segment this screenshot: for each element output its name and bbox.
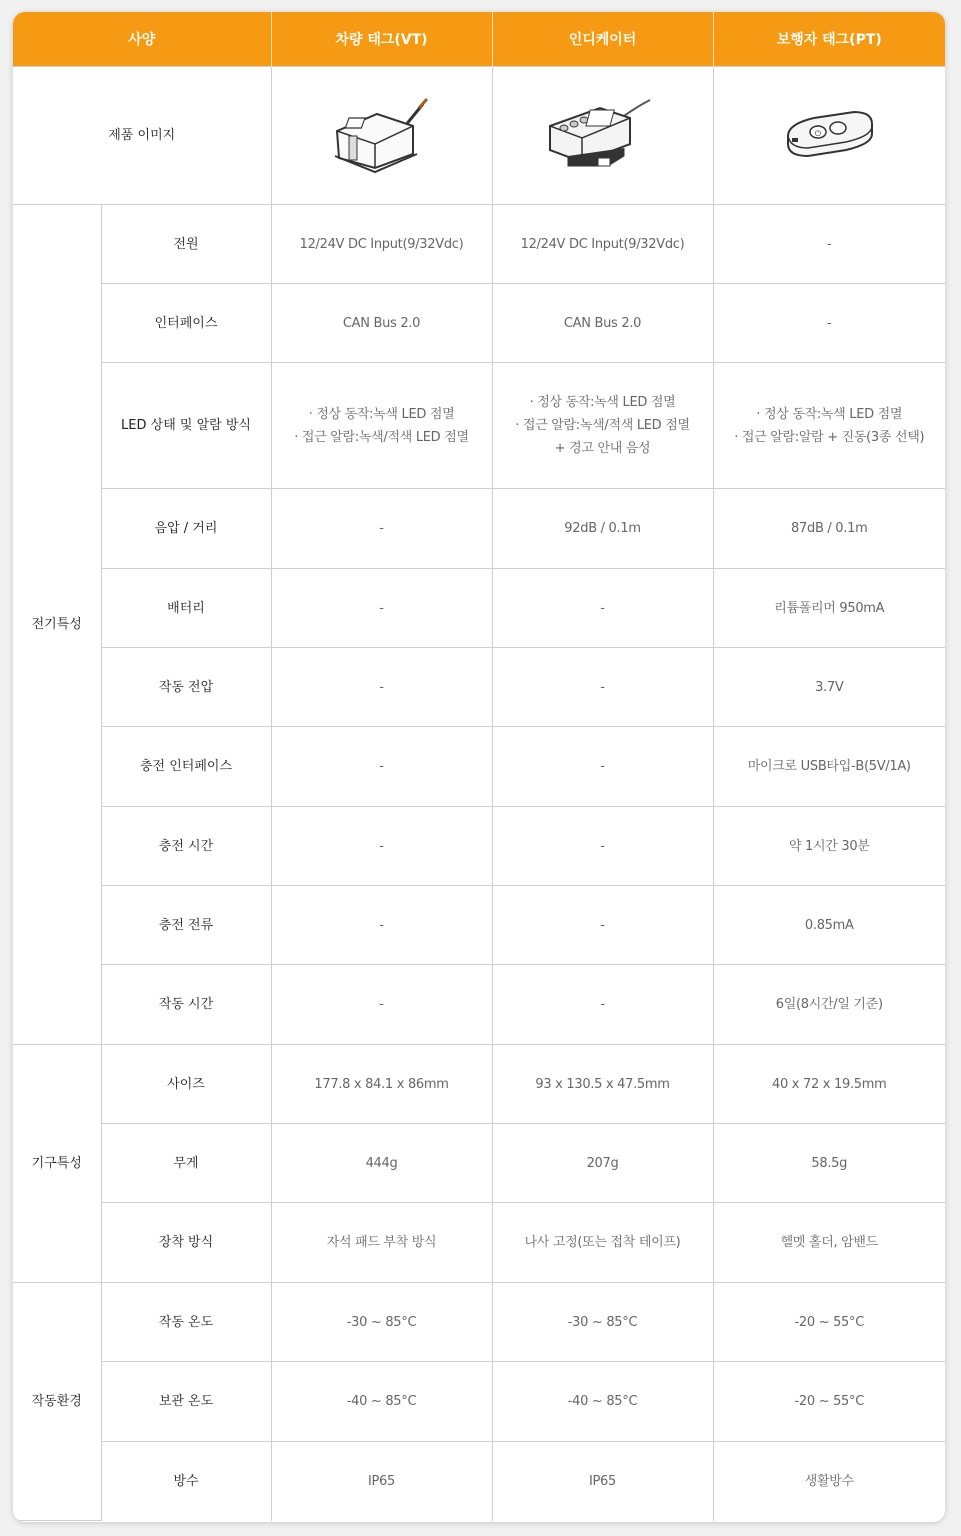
spec-table-card bbox=[13, 12, 945, 1522]
spec-value: 93 x 130.5 x 47.5mm bbox=[492, 1045, 713, 1124]
spec-value: -40 ~ 85°C bbox=[271, 1362, 492, 1442]
spec-value: -20 ~ 55°C bbox=[713, 1362, 945, 1442]
spec-label: LED 상태 및 알람 방식 bbox=[101, 363, 271, 489]
spec-value: 자석 패드 부착 방식 bbox=[271, 1203, 492, 1283]
spec-value: 3.7V bbox=[713, 648, 945, 727]
spec-value: 0.85mA bbox=[713, 886, 945, 965]
spec-value bbox=[271, 363, 492, 489]
spec-label: 충전 시간 bbox=[101, 807, 271, 886]
spec-label: 작동 전압 bbox=[101, 648, 271, 727]
spec-row bbox=[13, 1283, 945, 1362]
spec-value bbox=[492, 363, 713, 489]
spec-value: CAN Bus 2.0 bbox=[492, 284, 713, 363]
spec-row bbox=[13, 886, 945, 965]
spec-value: 6일(8시간/일 기준) bbox=[713, 965, 945, 1045]
spec-value: - bbox=[271, 489, 492, 569]
spec-value: - bbox=[492, 727, 713, 807]
spec-value: -30 ~ 85°C bbox=[492, 1283, 713, 1362]
spec-value: 약 1시간 30분 bbox=[713, 807, 945, 886]
spec-value-line: + 경고 안내 음성 bbox=[554, 441, 651, 456]
spec-value-line: · 접근 알람:녹색/적색 LED 점멸 bbox=[294, 429, 469, 445]
spec-label: 보관 온도 bbox=[101, 1362, 271, 1442]
vehicle-tag-image-cell bbox=[271, 67, 492, 205]
spec-row bbox=[13, 284, 945, 363]
spec-row bbox=[13, 489, 945, 569]
group-label-environment: 작동환경 bbox=[13, 1283, 101, 1521]
spec-value: 리튬폴리머 950mA bbox=[713, 569, 945, 648]
spec-value: - bbox=[271, 569, 492, 648]
spec-value: - bbox=[492, 569, 713, 648]
header-indicator: 인디케이터 bbox=[492, 12, 713, 67]
spec-value bbox=[713, 363, 945, 489]
spec-value: 마이크로 USB타입-B(5V/1A) bbox=[713, 727, 945, 807]
spec-value: 58.5g bbox=[713, 1124, 945, 1203]
spec-value: 생활방수 bbox=[713, 1442, 945, 1521]
spec-value-line: · 정상 동작:녹색 LED 점멸 bbox=[756, 406, 903, 422]
spec-value: -20 ~ 55°C bbox=[713, 1283, 945, 1362]
spec-value-line: · 접근 알람:알람 + 진동(3종 선택) bbox=[734, 429, 925, 445]
spec-label: 충전 전류 bbox=[101, 886, 271, 965]
spec-label: 충전 인터페이스 bbox=[101, 727, 271, 807]
spec-row bbox=[13, 1124, 945, 1203]
spec-value: - bbox=[271, 886, 492, 965]
spec-label: 작동 온도 bbox=[101, 1283, 271, 1362]
spec-row bbox=[13, 965, 945, 1045]
spec-label: 전원 bbox=[101, 205, 271, 284]
spec-value: - bbox=[713, 205, 945, 284]
spec-value: 207g bbox=[492, 1124, 713, 1203]
spec-label: 장착 방식 bbox=[101, 1203, 271, 1283]
image-row-label: 제품 이미지 bbox=[13, 67, 271, 205]
spec-row bbox=[13, 205, 945, 284]
spec-value-line: · 정상 동작:녹색 LED 점멸 bbox=[308, 406, 455, 422]
spec-value: -30 ~ 85°C bbox=[271, 1283, 492, 1362]
spec-value: 444g bbox=[271, 1124, 492, 1203]
spec-value: - bbox=[492, 965, 713, 1045]
spec-table bbox=[13, 12, 945, 1521]
spec-row bbox=[13, 727, 945, 807]
spec-value: 92dB / 0.1m bbox=[492, 489, 713, 569]
spec-value: - bbox=[713, 284, 945, 363]
spec-value: 12/24V DC Input(9/32Vdc) bbox=[492, 205, 713, 284]
spec-value: - bbox=[271, 727, 492, 807]
spec-value: - bbox=[492, 886, 713, 965]
spec-value: - bbox=[492, 807, 713, 886]
spec-label: 배터리 bbox=[101, 569, 271, 648]
spec-row bbox=[13, 648, 945, 727]
spec-row bbox=[13, 1442, 945, 1521]
spec-label: 작동 시간 bbox=[101, 965, 271, 1045]
vehicle-tag-device-image bbox=[317, 96, 447, 176]
spec-value: 87dB / 0.1m bbox=[713, 489, 945, 569]
spec-value: - bbox=[271, 648, 492, 727]
spec-value: 40 x 72 x 19.5mm bbox=[713, 1045, 945, 1124]
spec-label: 인터페이스 bbox=[101, 284, 271, 363]
spec-value: - bbox=[271, 965, 492, 1045]
spec-row bbox=[13, 569, 945, 648]
svg-text:⏻: ⏻ bbox=[815, 128, 822, 138]
spec-value-line: · 정상 동작:녹색 LED 점멸 bbox=[529, 395, 676, 410]
indicator-image-cell bbox=[492, 67, 713, 205]
spec-row bbox=[13, 807, 945, 886]
spec-row bbox=[13, 1045, 945, 1124]
spec-value: IP65 bbox=[492, 1442, 713, 1521]
header-spec: 사양 bbox=[13, 12, 271, 67]
group-label-mechanical: 기구특성 bbox=[13, 1045, 101, 1283]
spec-value: -40 ~ 85°C bbox=[492, 1362, 713, 1442]
spec-row bbox=[13, 1203, 945, 1283]
spec-label: 음압 / 거리 bbox=[101, 489, 271, 569]
spec-value: 12/24V DC Input(9/32Vdc) bbox=[271, 205, 492, 284]
spec-value: CAN Bus 2.0 bbox=[271, 284, 492, 363]
header-pedestrian-tag: 보행자 태그(PT) bbox=[713, 12, 945, 67]
group-label-electrical: 전기특성 bbox=[13, 205, 101, 1045]
header-vehicle-tag: 차량 태그(VT) bbox=[271, 12, 492, 67]
spec-label: 방수 bbox=[101, 1442, 271, 1521]
image-row bbox=[13, 67, 945, 205]
spec-value: 헬멧 홀더, 암밴드 bbox=[713, 1203, 945, 1283]
pedestrian-tag-image-cell bbox=[713, 67, 945, 205]
spec-row bbox=[13, 363, 945, 489]
spec-value: - bbox=[492, 648, 713, 727]
spec-value-line: · 접근 알람:녹색/적색 LED 점멸 bbox=[515, 418, 690, 433]
spec-value: 177.8 x 84.1 x 86mm bbox=[271, 1045, 492, 1124]
spec-value: 나사 고정(또는 접착 테이프) bbox=[492, 1203, 713, 1283]
spec-value: IP65 bbox=[271, 1442, 492, 1521]
spec-value: - bbox=[271, 807, 492, 886]
pedestrian-tag-device-image bbox=[774, 96, 884, 176]
spec-row bbox=[13, 1362, 945, 1442]
indicator-device-image bbox=[538, 96, 668, 176]
spec-label: 사이즈 bbox=[101, 1045, 271, 1124]
header-row bbox=[13, 12, 945, 67]
spec-label: 무게 bbox=[101, 1124, 271, 1203]
